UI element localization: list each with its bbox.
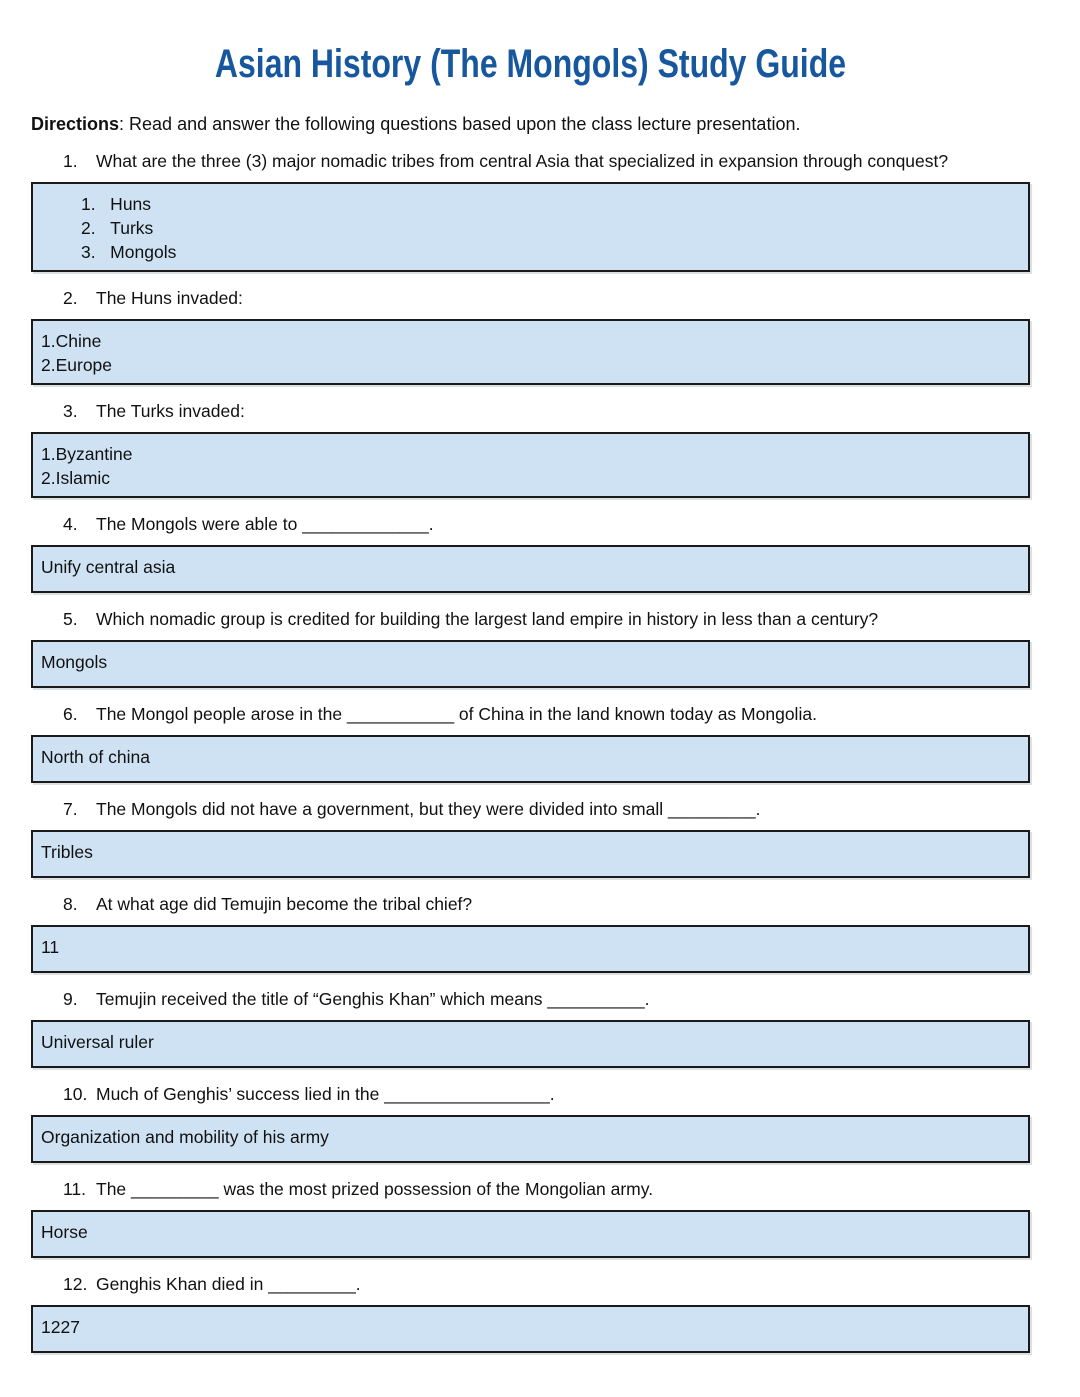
answer-text: North of china (41, 747, 150, 767)
question-3 (31, 400, 1030, 422)
question-number: 10. (63, 1084, 88, 1104)
question-list (31, 150, 1030, 1353)
question-text: At what age did Temujin become the tribal chief? (96, 894, 473, 914)
answer-text: 1227 (41, 1317, 80, 1337)
answer-text: 2.Europe (41, 355, 113, 375)
answer-box-6[interactable] (31, 735, 1030, 783)
question-10 (31, 1083, 1030, 1105)
answer-box-8[interactable] (31, 925, 1030, 973)
question-number: 11. (63, 1179, 87, 1199)
answer-text: 3. Mongols (81, 242, 177, 262)
question-number: 6. (63, 704, 78, 724)
question-text: Which nomadic group is credited for building the largest land empire in history in less than a century? (96, 609, 879, 629)
answer-text: 1.Byzantine (41, 444, 133, 464)
question-text: The Turks invaded: (96, 401, 245, 421)
answer-text: Tribles (41, 842, 93, 862)
question-text: What are the three (3) major nomadic tribes from central Asia that specialized in expansion through conquest? (96, 151, 949, 171)
answer-box-9[interactable] (31, 1020, 1030, 1068)
question-6 (31, 703, 1030, 725)
question-number: 8. (63, 894, 78, 914)
directions-text: : Read and answer the following questions based upon the class lecture presentation. (119, 114, 801, 134)
answer-box-2[interactable] (31, 319, 1030, 385)
answer-box-7[interactable] (31, 830, 1030, 878)
question-number: 7. (63, 799, 78, 819)
question-2 (31, 287, 1030, 309)
question-text: The _________ was the most prized possession of the Mongolian army. (96, 1179, 654, 1199)
page-title-text: Asian History (The Mongols) Study Guide (214, 42, 847, 86)
question-text: Much of Genghis’ success lied in the _________________. (96, 1084, 555, 1104)
answer-box-10[interactable] (31, 1115, 1030, 1163)
answer-text: 1. Huns (81, 194, 152, 214)
answer-box-11[interactable] (31, 1210, 1030, 1258)
answer-text: Organization and mobility of his army (41, 1127, 329, 1147)
question-text: The Mongols were able to _____________. (96, 514, 434, 534)
answer-box-1[interactable] (31, 182, 1030, 272)
question-4 (31, 513, 1030, 535)
page-title (31, 42, 1030, 87)
question-9 (31, 988, 1030, 1010)
question-text: The Huns invaded: (96, 288, 243, 308)
question-number: 1. (63, 151, 78, 171)
answer-text: Horse (41, 1222, 88, 1242)
answer-text: 1.Chine (41, 331, 102, 351)
question-1 (31, 150, 1030, 172)
directions (31, 113, 1030, 135)
question-number: 3. (63, 401, 78, 421)
question-5 (31, 608, 1030, 630)
question-8 (31, 893, 1030, 915)
answer-box-5[interactable] (31, 640, 1030, 688)
question-text: The Mongols did not have a government, but they were divided into small _________. (96, 799, 761, 819)
answer-text: Mongols (41, 652, 108, 672)
answer-text: Unify central asia (41, 557, 176, 577)
question-number: 9. (63, 989, 78, 1009)
answer-text: 2.Islamic (41, 468, 111, 488)
answer-text: 2. Turks (81, 218, 154, 238)
question-text: Temujin received the title of “Genghis Khan” which means __________. (96, 989, 650, 1009)
answer-box-4[interactable] (31, 545, 1030, 593)
question-number: 4. (63, 514, 78, 534)
answer-text: 11 (41, 937, 60, 957)
answer-box-3[interactable] (31, 432, 1030, 498)
question-12 (31, 1273, 1030, 1295)
question-text: Genghis Khan died in _________. (96, 1274, 361, 1294)
question-number: 2. (63, 288, 78, 308)
directions-label: Directions (31, 114, 120, 134)
question-number: 5. (63, 609, 78, 629)
question-11 (31, 1178, 1030, 1200)
question-text: The Mongol people arose in the ___________ of China in the land known today as Mongolia. (96, 704, 817, 724)
question-number: 12. (63, 1274, 88, 1294)
answer-box-12[interactable] (31, 1305, 1030, 1353)
question-7 (31, 798, 1030, 820)
answer-text: Universal ruler (41, 1032, 154, 1052)
